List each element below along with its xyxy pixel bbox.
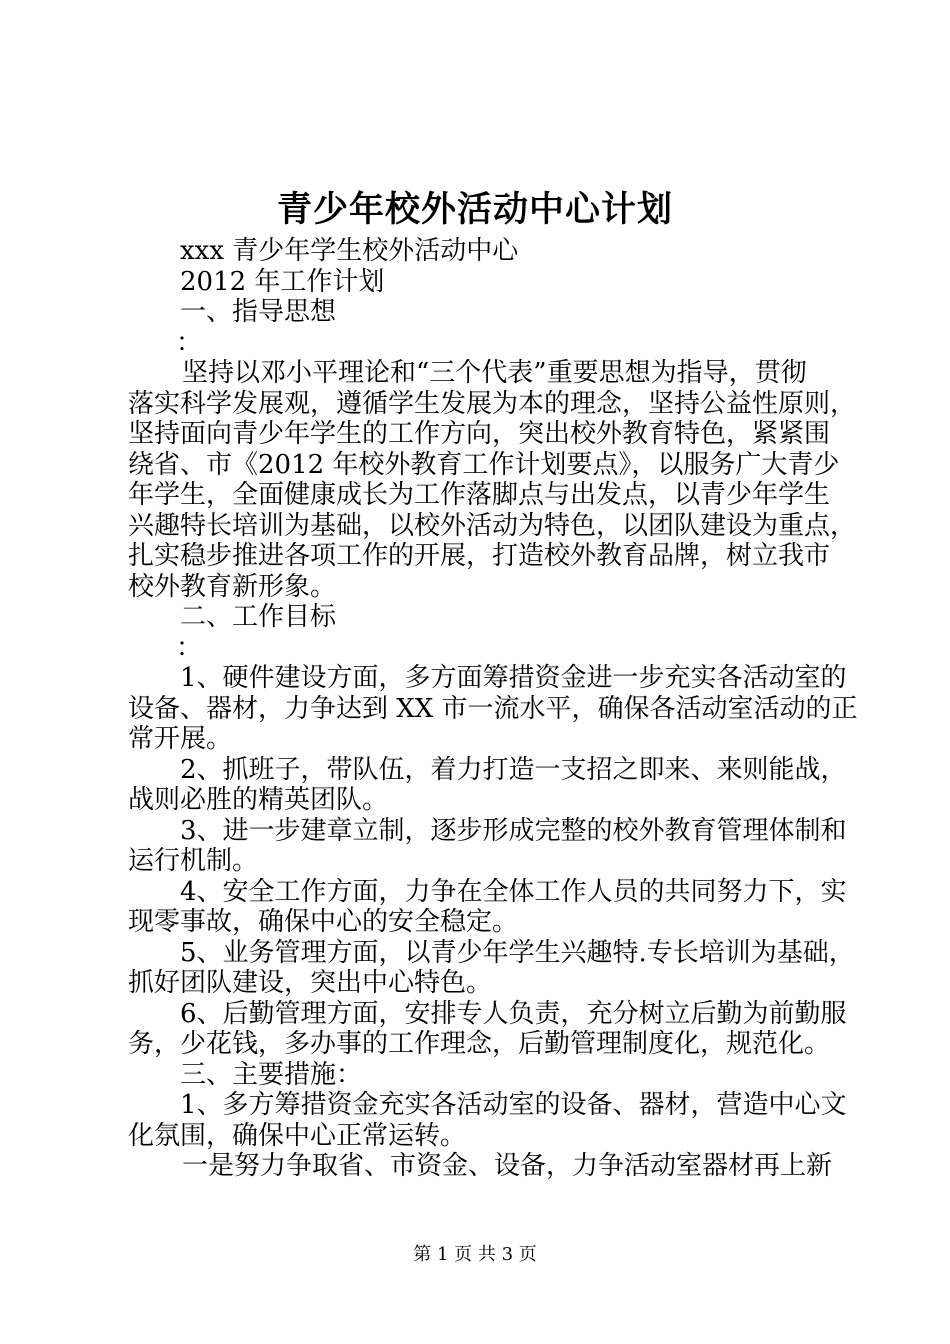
body-line: 设备、器材，力争达到 XX 市一流水平，确保各活动室活动的正 (128, 693, 858, 724)
body-line: 绕省、市《2012 年校外教育工作计划要点》，以服务广大青少 (128, 449, 840, 480)
body-line: 3、进一步建章立制，逐步形成完整的校外教育管理体制和 (180, 815, 847, 846)
body-line: 年学生，全面健康成长为工作落脚点与出发点，以青少年学生 (128, 480, 831, 510)
body-line: 化氛围，确保中心正常运转。 (128, 1120, 467, 1151)
section-heading: 一、指导思想 (180, 297, 337, 327)
body-line: 运行机制。 (128, 846, 259, 876)
body-line: 扎实稳步推进各项工作的开展，打造校外教育品牌，树立我市 (128, 541, 831, 571)
body-line: 一是努力争取省、市资金、设备，力争活动室器材再上新 (182, 1151, 833, 1181)
body-line: 抓好团队建设，突出中心特色。 (128, 968, 493, 998)
body-line: 落实科学发展观，遵循学生发展为本的理念，坚持公益性原则， (128, 388, 857, 419)
body-line: 务，少花钱，多办事的工作理念，后勤管理制度化，规范化。 (128, 1029, 831, 1059)
body-line: 现零事故，确保中心的安全稳定。 (128, 907, 519, 937)
body-line: 5、业务管理方面，以青少年学生兴趣特.专长培训为基础， (180, 937, 855, 968)
body-line: 2012 年工作计划 (180, 266, 385, 297)
document-body (128, 236, 858, 1182)
body-line: ： (176, 327, 203, 358)
section-heading: 三、主要措施： (180, 1059, 363, 1090)
body-line: 战则必胜的精英团队。 (128, 785, 389, 815)
page-footer: 第 1 页 共 3 页 (413, 1244, 537, 1265)
body-line: 1、多方筹措资金充实各活动室的设备、器材，营造中心文 (180, 1090, 847, 1120)
section-heading: 二、工作目标 (180, 602, 337, 632)
body-line: 坚持面向青少年学生的工作方向，突出校外教育特色，紧紧围 (128, 419, 831, 449)
body-line: 2、抓班子，带队伍，着力打造一支招之即来、来则能战， (180, 754, 847, 785)
body-line: 4、安全工作方面，力争在全体工作人员的共同努力下，实 (180, 876, 847, 907)
body-line: 校外教育新形象。 (128, 571, 337, 602)
body-line: 6、后勤管理方面，安排专人负责，充分树立后勤为前勤服 (180, 998, 847, 1029)
body-line: 常开展。 (128, 724, 233, 754)
body-line: ： (176, 632, 203, 663)
body-line: 1、硬件建设方面，多方面筹措资金进一步充实各活动室的 (180, 663, 847, 693)
body-line: 坚持以邓小平理论和“三个代表”重要思想为指导，贯彻 (182, 358, 807, 388)
document-title: 青少年校外活动中心计划 (276, 189, 673, 230)
body-line: xxx 青少年学生校外活动中心 (180, 236, 519, 266)
body-line: 兴趣特长培训为基础，以校外活动为特色，以团队建设为重点， (128, 510, 857, 541)
